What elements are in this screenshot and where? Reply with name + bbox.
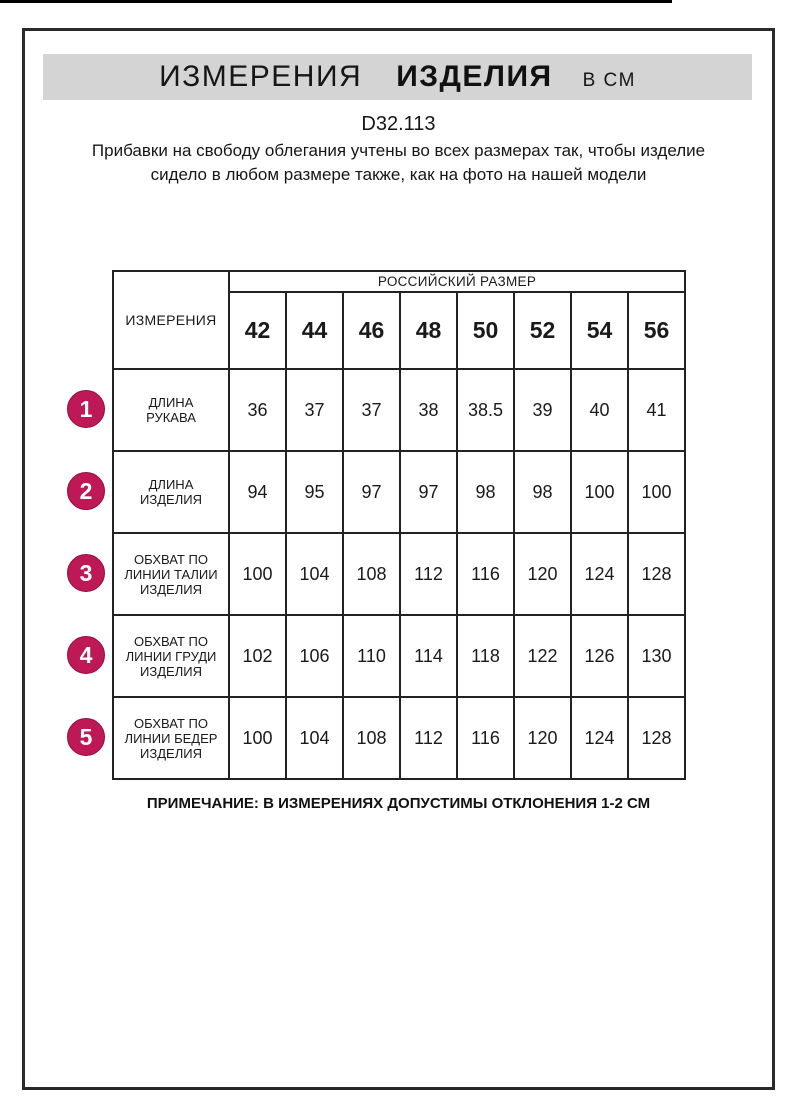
size-col-header: 54 xyxy=(571,292,628,369)
tolerance-note: ПРИМЕЧАНИЕ: В ИЗМЕРЕНИЯХ ДОПУСТИМЫ ОТКЛОНЕНИЯ 1-2 СМ xyxy=(146,795,651,812)
row-label: ОБХВАТ ПО ЛИНИИ ТАЛИИ ИЗДЕЛИЯ xyxy=(113,533,229,615)
table-row-hip-girth xyxy=(113,697,685,779)
value-cell: 98 xyxy=(514,451,571,533)
size-col-header: 48 xyxy=(400,292,457,369)
value-cell: 124 xyxy=(571,533,628,615)
size-col-header: 52 xyxy=(514,292,571,369)
value-cell: 40 xyxy=(571,369,628,451)
value-cell: 97 xyxy=(343,451,400,533)
value-cell: 106 xyxy=(286,615,343,697)
value-cell: 95 xyxy=(286,451,343,533)
value-cell: 39 xyxy=(514,369,571,451)
table-header-row xyxy=(113,271,685,292)
row-number-badge-5: 5 xyxy=(67,718,105,756)
row-label: ОБХВАТ ПО ЛИНИИ БЕДЕР ИЗДЕЛИЯ xyxy=(113,697,229,779)
product-code: D32.113 xyxy=(361,113,436,135)
title-word-product: ИЗДЕЛИЯ xyxy=(396,60,553,93)
size-col-header: 42 xyxy=(229,292,286,369)
value-cell: 114 xyxy=(400,615,457,697)
value-cell: 110 xyxy=(343,615,400,697)
value-cell: 37 xyxy=(286,369,343,451)
value-cell: 104 xyxy=(286,697,343,779)
table-row-waist-girth xyxy=(113,533,685,615)
value-cell: 118 xyxy=(457,615,514,697)
value-cell: 38 xyxy=(400,369,457,451)
value-cell: 38.5 xyxy=(457,369,514,451)
row-number-badge-3: 3 xyxy=(67,554,105,592)
title-word-measurements: ИЗМЕРЕНИЯ xyxy=(159,60,363,93)
row-number-badge-2: 2 xyxy=(67,472,105,510)
value-cell: 112 xyxy=(400,697,457,779)
value-cell: 100 xyxy=(628,451,685,533)
value-cell: 97 xyxy=(400,451,457,533)
row-label: ОБХВАТ ПО ЛИНИИ ГРУДИ ИЗДЕЛИЯ xyxy=(113,615,229,697)
value-cell: 120 xyxy=(514,533,571,615)
measure-column-header: ИЗМЕРЕНИЯ xyxy=(113,271,229,369)
title-unit-cm: В СМ xyxy=(582,70,636,91)
row-number-badge-1: 1 xyxy=(67,390,105,428)
scan-artifact-line xyxy=(0,0,672,3)
value-cell: 100 xyxy=(229,533,286,615)
size-col-header: 50 xyxy=(457,292,514,369)
value-cell: 128 xyxy=(628,533,685,615)
value-cell: 116 xyxy=(457,533,514,615)
value-cell: 94 xyxy=(229,451,286,533)
size-col-header: 56 xyxy=(628,292,685,369)
value-cell: 116 xyxy=(457,697,514,779)
value-cell: 130 xyxy=(628,615,685,697)
value-cell: 120 xyxy=(514,697,571,779)
row-number-badge-4: 4 xyxy=(67,636,105,674)
table-row-item-length xyxy=(113,451,685,533)
row-label: ДЛИНА ИЗДЕЛИЯ xyxy=(113,451,229,533)
value-cell: 100 xyxy=(229,697,286,779)
value-cell: 104 xyxy=(286,533,343,615)
value-cell: 128 xyxy=(628,697,685,779)
page-frame xyxy=(22,28,775,1090)
value-cell: 102 xyxy=(229,615,286,697)
russian-size-group-header: РОССИЙСКИЙ РАЗМЕР xyxy=(229,271,685,292)
value-cell: 126 xyxy=(571,615,628,697)
table-row-chest-girth xyxy=(113,615,685,697)
value-cell: 37 xyxy=(343,369,400,451)
value-cell: 98 xyxy=(457,451,514,533)
table-row-sleeve-length xyxy=(113,369,685,451)
value-cell: 108 xyxy=(343,533,400,615)
value-cell: 124 xyxy=(571,697,628,779)
value-cell: 41 xyxy=(628,369,685,451)
size-col-header: 44 xyxy=(286,292,343,369)
size-chart-table xyxy=(112,270,686,780)
value-cell: 122 xyxy=(514,615,571,697)
value-cell: 108 xyxy=(343,697,400,779)
value-cell: 36 xyxy=(229,369,286,451)
row-label: ДЛИНА РУКАВА xyxy=(113,369,229,451)
intro-paragraph: Прибавки на свободу облегания учтены во всех размерах так, чтобы изделие сидело в любом размере также, как на фото на нашей модели xyxy=(91,141,706,184)
size-col-header: 46 xyxy=(343,292,400,369)
value-cell: 112 xyxy=(400,533,457,615)
title-bar xyxy=(43,54,752,100)
value-cell: 100 xyxy=(571,451,628,533)
